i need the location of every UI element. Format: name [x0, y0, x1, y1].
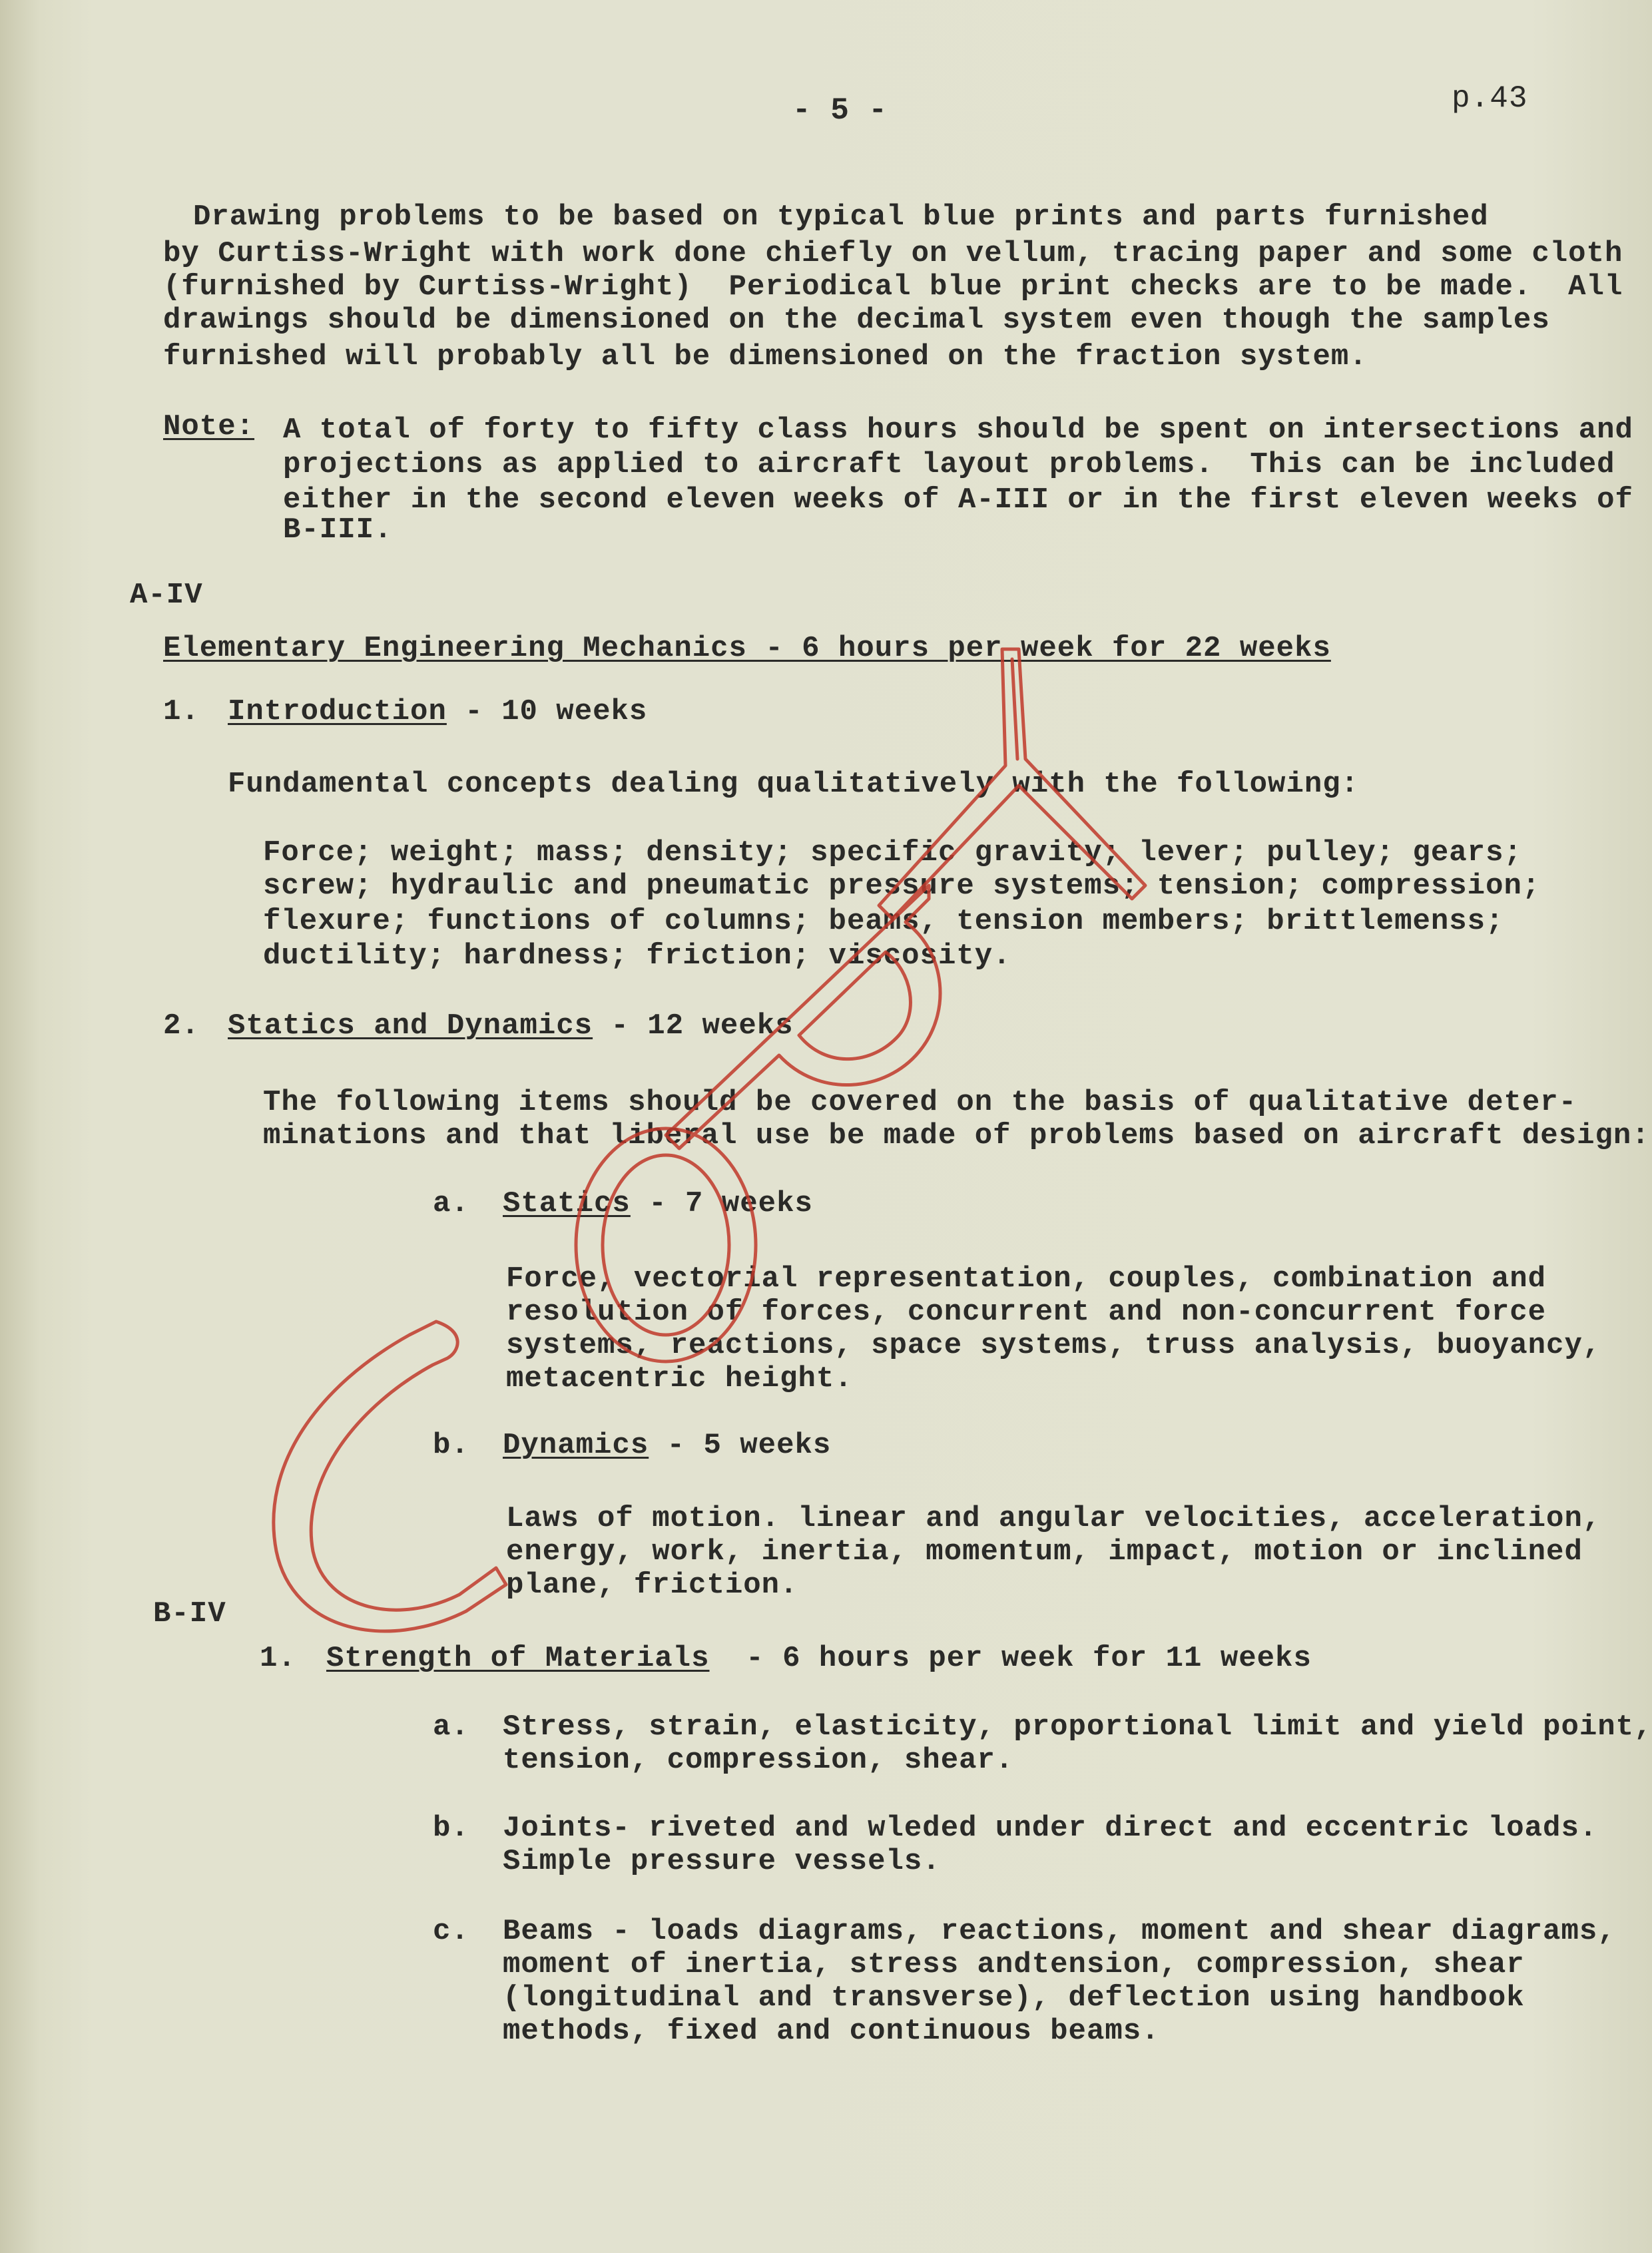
- item-duration: - 10 weeks: [446, 695, 648, 728]
- item-intro: minations and that liberal use be made of problems based on aircraft design:: [263, 1119, 1650, 1152]
- sub-heading-statics: [503, 1186, 813, 1221]
- strength-line: moment of inertia, stress andtension, compression, shear: [503, 1948, 1525, 1981]
- concept-line: ductility; hardness; friction; viscosity.: [263, 939, 1011, 973]
- note-label: Note:: [163, 410, 255, 443]
- page-number: - 5 -: [792, 93, 888, 128]
- item-number: 2.: [163, 1009, 200, 1043]
- intro-line: Drawing problems to be based on typical blue prints and parts furnished: [193, 200, 1489, 234]
- dynamics-line: energy, work, inertia, momentum, impact, motion or inclined: [506, 1535, 1583, 1569]
- note-line: B-III.: [283, 513, 393, 547]
- strength-line: (longitudinal and transverse), deflection using handbook: [503, 1981, 1525, 2015]
- sub-letter: a.: [433, 1710, 469, 1744]
- item-title: Statics and Dynamics: [228, 1009, 593, 1043]
- concept-line: screw; hydraulic and pneumatic pressure systems; tension; compression;: [263, 870, 1541, 903]
- dynamics-line: plane, friction.: [506, 1569, 798, 1602]
- item-intro: Fundamental concepts dealing qualitatively with the following:: [228, 768, 1360, 801]
- strength-line: Stress, strain, elasticity, proportional limit and yield point,: [503, 1710, 1652, 1744]
- statics-line: metacentric height.: [506, 1362, 853, 1395]
- note-line: either in the second eleven weeks of A-III or in the first eleven weeks of: [283, 483, 1633, 517]
- sub-letter: b.: [433, 1812, 469, 1845]
- stamp-letter-c: [274, 1322, 506, 1631]
- sub-duration: - 5 weeks: [649, 1429, 832, 1462]
- note-line: A total of forty to fifty class hours should be spent on intersections and: [283, 413, 1633, 447]
- strength-line: methods, fixed and continuous beams.: [503, 2015, 1160, 2048]
- strength-line: tension, compression, shear.: [503, 1744, 1014, 1777]
- concept-line: flexure; functions of columns; beams, tension members; brittlemenss;: [263, 905, 1504, 938]
- sub-duration: - 7 weeks: [630, 1187, 813, 1220]
- intro-line: by Curtiss-Wright with work done chiefly on vellum, tracing paper and some cloth: [163, 237, 1623, 270]
- page-reference: p.43: [1452, 81, 1528, 116]
- item-duration: - 12 weeks: [593, 1009, 794, 1043]
- item-heading-statics-dynamics: [228, 1009, 794, 1043]
- strength-line: Beams - loads diagrams, reactions, moment and shear diagrams,: [503, 1915, 1616, 1948]
- concept-line: Force; weight; mass; density; specific gravity; lever; pulley; gears;: [263, 836, 1522, 870]
- intro-line: drawings should be dimensioned on the decimal system even though the samples: [163, 304, 1550, 337]
- intro-line: furnished will probably all be dimensioned on the fraction system.: [163, 340, 1368, 374]
- strength-line: Simple pressure vessels.: [503, 1845, 941, 1878]
- item-title: Introduction: [228, 695, 447, 728]
- statics-line: Force, vectorial representation, couples, combination and: [506, 1262, 1547, 1296]
- dynamics-line: Laws of motion. linear and angular velocities, acceleration,: [506, 1502, 1601, 1535]
- item-intro: The following items should be covered on the basis of qualitative deter-: [263, 1086, 1577, 1119]
- item-duration: - 6 hours per week for 11 weeks: [709, 1642, 1312, 1675]
- strength-line: Joints- riveted and wleded under direct and eccentric loads.: [503, 1812, 1598, 1845]
- item-heading-introduction: [228, 694, 647, 729]
- item-heading-strength: [326, 1641, 1312, 1676]
- item-number: 1.: [163, 695, 200, 728]
- sub-letter: a.: [433, 1187, 469, 1220]
- section-label-a4: A-IV: [130, 579, 203, 612]
- sub-letter: c.: [433, 1915, 469, 1948]
- intro-line: (furnished by Curtiss-Wright) Periodical blue print checks are to be made. All: [163, 270, 1623, 304]
- item-title: Strength of Materials: [326, 1642, 710, 1675]
- item-number: 1.: [260, 1642, 296, 1675]
- statics-line: resolution of forces, concurrent and non-concurrent force: [506, 1296, 1547, 1329]
- statics-line: systems, reactions, space systems, truss analysis, buoyancy,: [506, 1329, 1601, 1362]
- sub-letter: b.: [433, 1429, 469, 1462]
- sub-title: Dynamics: [503, 1429, 649, 1462]
- section-title-a4: Elementary Engineering Mechanics - 6 hours per week for 22 weeks: [163, 632, 1331, 665]
- section-label-b4: B-IV: [153, 1597, 226, 1630]
- sub-heading-dynamics: [503, 1428, 831, 1463]
- sub-title: Statics: [503, 1187, 631, 1220]
- note-line: projections as applied to aircraft layout problems. This can be included: [283, 448, 1615, 481]
